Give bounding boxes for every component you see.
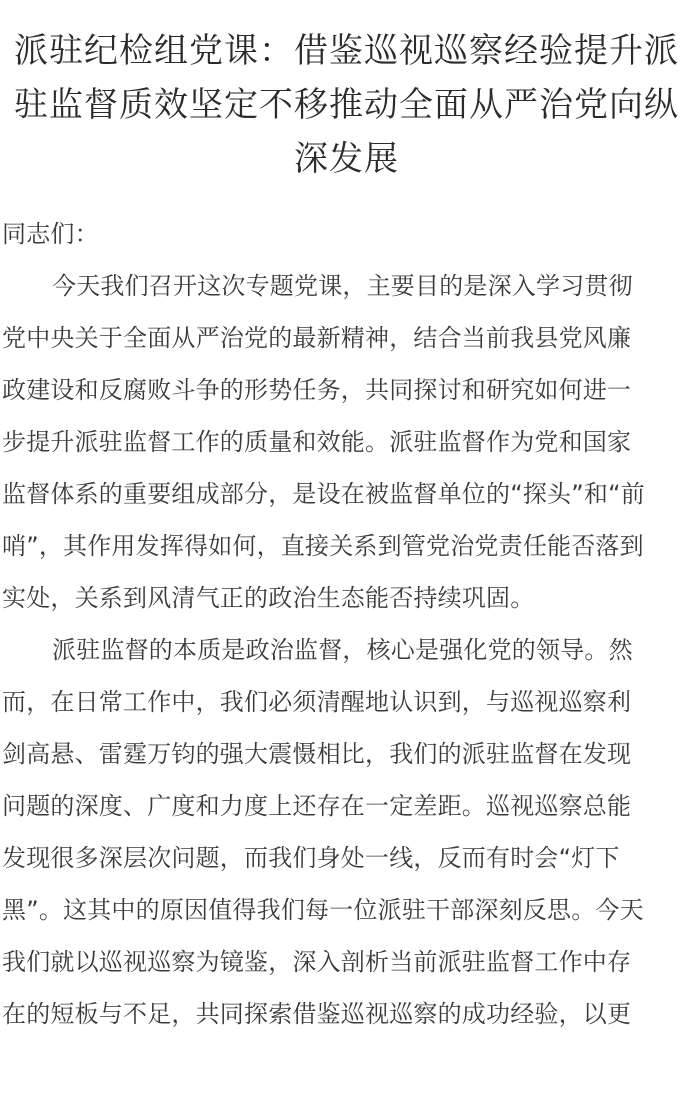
paragraph-line: 剑高悬、雷霆万钧的强大震慑相比，我们的派驻监督在发现 [2,740,632,768]
title-line: 驻监督质效坚定不移推动全面从严治党向纵 [14,85,679,125]
paragraph-line: 政建设和反腐败斗争的形势任务，共同探讨和研究如何进一 [2,376,632,404]
paragraph-line: 发现很多深层次问题，而我们身处一线，反而有时会“灯下 [2,844,620,872]
title-line: 派驻纪检组党课：借鉴巡视巡察经验提升派 [14,31,679,71]
document-title [0,24,693,186]
paragraph-line: 派驻监督的本质是政治监督，核心是强化党的领导。然 [52,636,633,664]
paragraph-line: 我们就以巡视巡察为镜鉴，深入剖析当前派驻监督工作中存 [2,948,632,976]
paragraph-line: 黑”。这其中的原因值得我们每一位派驻干部深刻反思。今天 [2,896,644,924]
paragraph-line: 在的短板与不足，共同探索借鉴巡视巡察的成功经验，以更 [2,1000,632,1028]
paragraph-line: 今天我们召开这次专题党课，主要目的是深入学习贯彻 [52,272,633,300]
paragraph-line: 党中央关于全面从严治党的最新精神，结合当前我县党风廉 [2,324,632,352]
title-line: 深发展 [294,139,399,179]
paragraph-line: 而，在日常工作中，我们必须清醒地认识到，与巡视巡察利 [2,688,632,716]
paragraph-line: 问题的深度、广度和力度上还存在一定差距。巡视巡察总能 [2,792,632,820]
salutation: 同志们： [2,220,99,248]
paragraph-line: 监督体系的重要组成部分，是设在被监督单位的“探头”和“前 [2,480,645,508]
paragraph-line: 哨”，其作用发挥得如何，直接关系到管党治党责任能否落到 [2,532,644,560]
paragraph-line: 实处，关系到风清气正的政治生态能否持续巩固。 [2,584,535,612]
document-body [2,208,690,1040]
paragraph-line: 步提升派驻监督工作的质量和效能。派驻监督作为党和国家 [2,428,632,456]
